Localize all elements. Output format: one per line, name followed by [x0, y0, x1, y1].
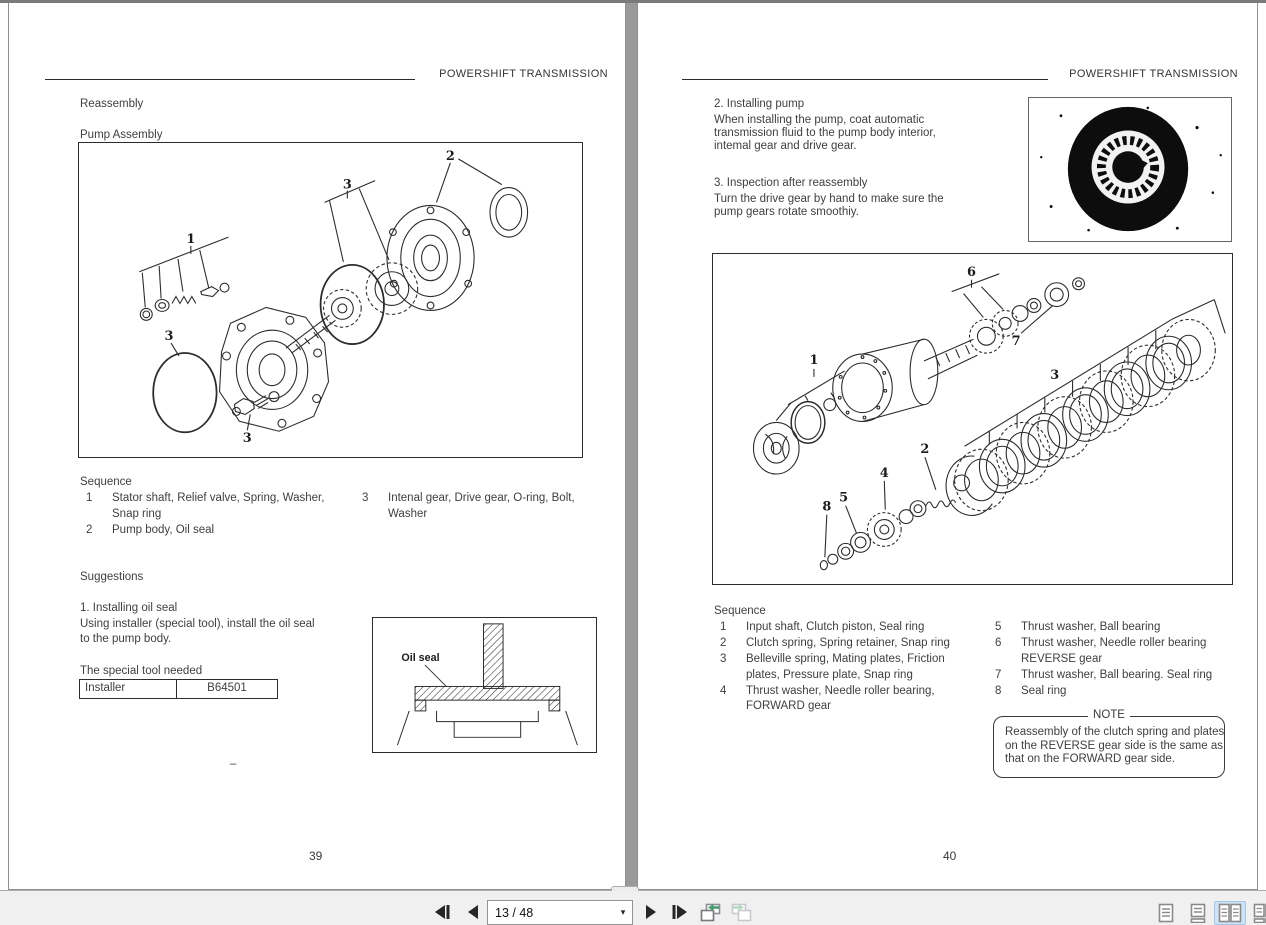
seq-text: Thrust washer, Needle roller bearing — [1021, 637, 1207, 649]
pump-gear-photo-box — [1028, 97, 1232, 242]
step2-line: When installing the pump, coat automatic — [714, 114, 925, 126]
step1-title: 1. Installing oil seal — [80, 602, 178, 614]
two-page-view-button[interactable] — [1214, 901, 1246, 925]
single-page-view-icon — [1158, 903, 1174, 923]
section-title-reassembly: Reassembly — [80, 98, 144, 110]
page-indicator: 13 / 48 — [495, 905, 534, 920]
seq-text: Intenal gear, Drive gear, O-ring, Bolt, — [388, 492, 575, 504]
seq-text: plates, Pressure plate, Snap ring — [746, 669, 913, 681]
callout-3-left: 3 — [164, 329, 174, 345]
step3-title: 3. Inspection after reassembly — [714, 177, 868, 189]
seq-text: Pump body, Oil seal — [112, 524, 215, 536]
page-left — [8, 3, 626, 890]
note-line: on the REVERSE gear side is the same as — [1005, 739, 1223, 752]
step1-line: to the pump body. — [80, 633, 172, 645]
viewer-toolbar — [0, 890, 1266, 925]
pump-gear-photo — [1029, 98, 1231, 241]
seq-num: 1 — [720, 621, 727, 633]
continuous-view-icon — [1190, 903, 1206, 923]
page-number: 39 — [309, 849, 323, 863]
callout-1: 1 — [186, 232, 196, 248]
last-page-icon — [669, 903, 689, 921]
callout-3-top: 3 — [342, 177, 352, 193]
two-page-continuous-view-icon — [1253, 903, 1266, 923]
suggestions-title: Suggestions — [80, 571, 144, 583]
seq-text: REVERSE gear — [1021, 653, 1103, 665]
step3-line: pump gears rotate smoothiy. — [714, 206, 859, 218]
last-page-button[interactable] — [666, 899, 692, 925]
callout-5: 5 — [839, 490, 849, 506]
seq-num: 4 — [720, 685, 727, 697]
page-number: 40 — [943, 849, 957, 863]
next-view-button[interactable] — [728, 899, 754, 925]
seq-num: 3 — [362, 492, 369, 504]
oil-seal-label: Oil seal — [401, 652, 440, 665]
special-tool-table — [79, 679, 278, 699]
page-gap-divider — [626, 3, 637, 890]
seq-num: 2 — [86, 524, 93, 536]
previous-view-button[interactable] — [698, 899, 724, 925]
seq-num: 3 — [720, 653, 727, 665]
seq-text: Thrust washer, Ball bearing — [1021, 621, 1161, 633]
seq-text: Seal ring — [1021, 685, 1067, 697]
sequence-title: Sequence — [714, 605, 766, 617]
callout-7: 7 — [1011, 334, 1021, 350]
next-page-button[interactable] — [638, 899, 664, 925]
step2-title: 2. Installing pump — [714, 98, 805, 110]
previous-view-icon — [700, 903, 722, 922]
callout-3: 3 — [1050, 367, 1060, 383]
toolbar-grabber[interactable] — [611, 886, 639, 891]
two-page-continuous-view-button[interactable] — [1250, 901, 1266, 925]
next-view-icon — [730, 903, 752, 922]
previous-page-icon — [465, 903, 481, 921]
clutch-diagram-box — [712, 253, 1233, 585]
seq-text: Clutch spring, Spring retainer, Snap ring — [746, 637, 950, 649]
sequence-title: Sequence — [80, 476, 132, 488]
note-line: that on the FORWARD gear side. — [1005, 753, 1176, 765]
note-title: NOTE — [1088, 709, 1130, 721]
first-page-icon — [433, 903, 453, 921]
note-line: Reassembly of the clutch spring and plates — [1005, 726, 1225, 738]
seq-text: Stator shaft, Relief valve, Spring, Washer, — [112, 492, 325, 504]
callout-2: 2 — [445, 148, 455, 164]
clutch-diagram — [713, 254, 1231, 583]
seq-num: 2 — [720, 637, 727, 649]
two-page-view-icon — [1218, 903, 1242, 923]
single-page-view-button[interactable] — [1152, 901, 1180, 925]
page-right — [637, 3, 1258, 890]
step3-line: Turn the drive gear by hand to make sure the — [714, 193, 944, 205]
seq-text: Belleville spring, Mating plates, Friction — [746, 653, 945, 665]
callout-8: 8 — [822, 499, 832, 515]
next-page-icon — [643, 903, 659, 921]
seq-text: FORWARD gear — [746, 700, 831, 712]
header-rule — [45, 79, 415, 80]
step2-line: transmission fluid to the pump body interior, — [714, 127, 936, 139]
pump-assembly-diagram — [79, 143, 581, 456]
oil-seal-figure — [373, 618, 595, 751]
tool-code-cell: B64501 — [207, 682, 247, 694]
seq-text: Washer — [388, 508, 428, 520]
dropdown-caret-icon: ▾ — [620, 907, 626, 917]
seq-num: 5 — [995, 621, 1002, 633]
previous-page-button[interactable] — [460, 899, 486, 925]
page-number-combobox[interactable] — [487, 900, 633, 925]
page-header: POWERSHIFT TRANSMISSION — [1069, 68, 1238, 80]
first-page-button[interactable] — [430, 899, 456, 925]
oil-seal-figure-box — [372, 617, 597, 753]
seq-num: 6 — [995, 637, 1002, 649]
stray-mark: – — [230, 758, 237, 770]
seq-num: 1 — [86, 492, 93, 504]
seq-text: Thrust washer, Needle roller bearing, — [746, 685, 935, 697]
step2-line: intemal gear and drive gear. — [714, 140, 857, 152]
seq-num: 8 — [995, 685, 1002, 697]
page-header: POWERSHIFT TRANSMISSION — [439, 68, 608, 80]
pump-assembly-diagram-box — [78, 142, 583, 458]
seq-text: Input shaft, Clutch piston, Seal ring — [746, 621, 925, 633]
callout-3-bottom: 3 — [242, 431, 252, 447]
callout-4: 4 — [879, 465, 889, 481]
seq-text: Snap ring — [112, 508, 162, 520]
seq-text: Thrust washer, Ball bearing. Seal ring — [1021, 669, 1213, 681]
callout-2: 2 — [920, 442, 930, 458]
continuous-view-button[interactable] — [1184, 901, 1212, 925]
step1-line: Using installer (special tool), install the oil seal — [80, 618, 315, 630]
callout-1: 1 — [809, 352, 819, 368]
header-rule — [682, 79, 1048, 80]
note-box — [993, 709, 1225, 778]
seq-num: 7 — [995, 669, 1002, 681]
tool-needed-label: The special tool needed — [80, 665, 203, 677]
callout-6: 6 — [967, 264, 976, 280]
section-title-pump-assembly: Pump Assembly — [80, 129, 163, 141]
tool-name-cell: Installer — [80, 680, 177, 698]
